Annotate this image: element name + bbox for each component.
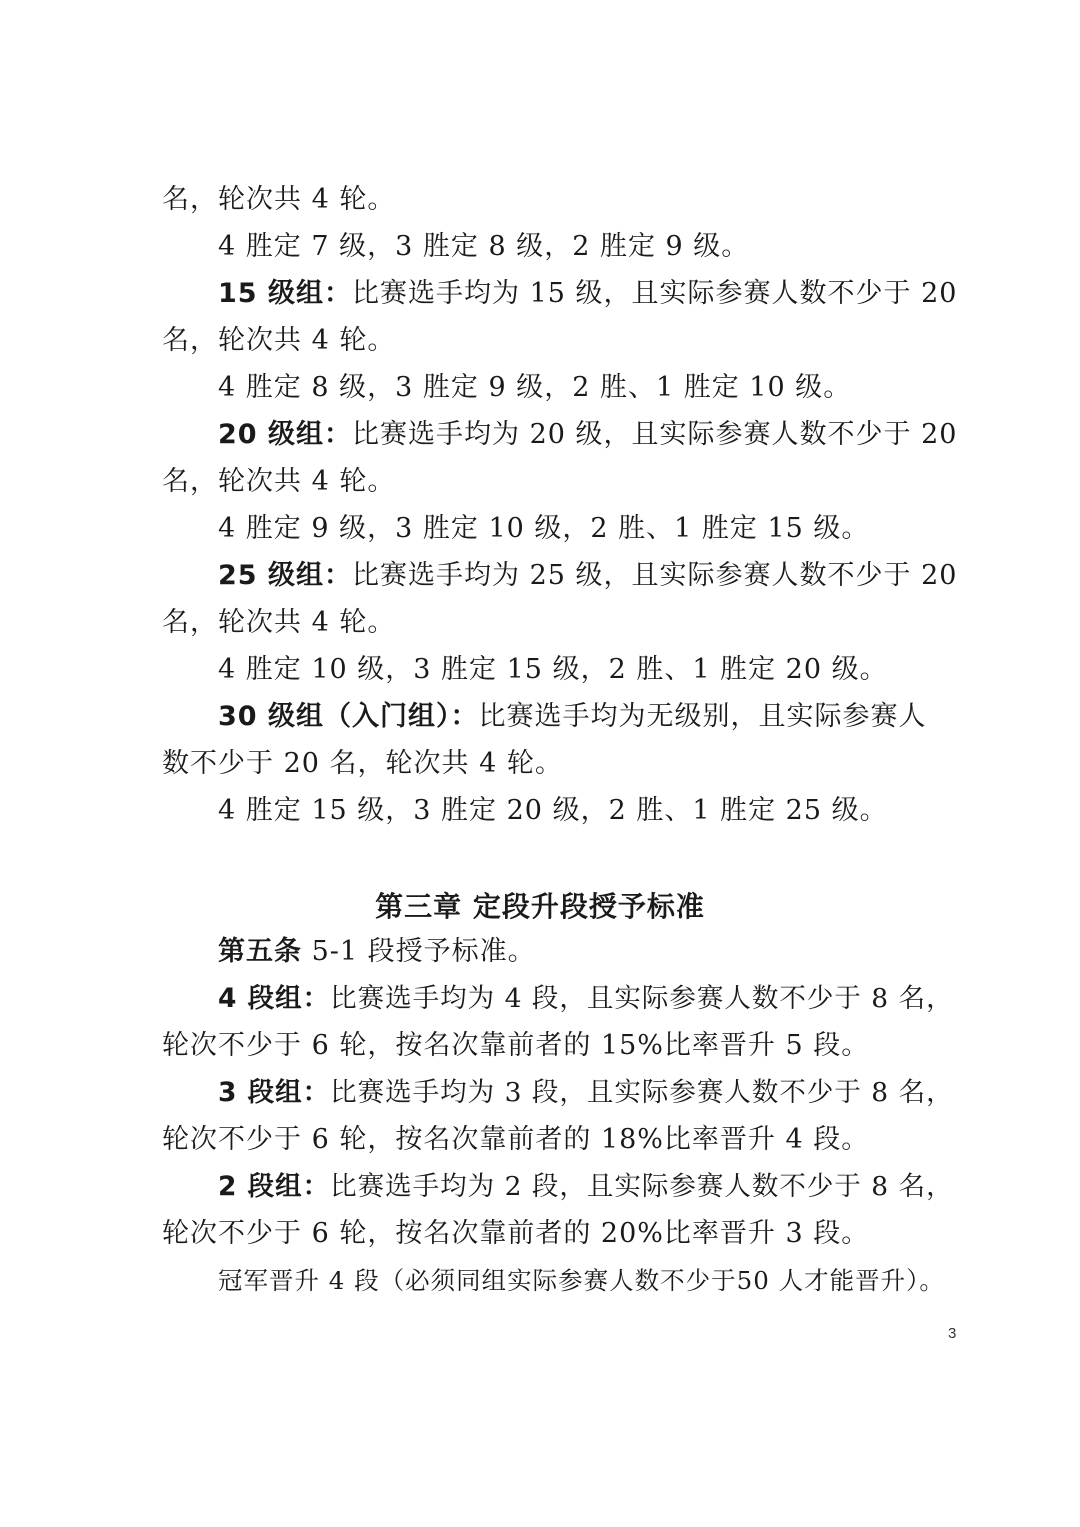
paragraph-25-level-group [218,556,957,596]
page-number: 3 [948,1325,957,1342]
group-label: 2 段组： [218,1171,331,1202]
paragraph-grade-rule: 4 胜定 10 级，3 胜定 15 级，2 胜、1 胜定 20 级。 [218,654,888,685]
group-label: 30 级组（入门组）： [218,701,479,732]
paragraph-20-level-group [218,415,957,455]
group-desc: 比赛选手均为 20 级，且实际参赛人数不少于 20 [351,419,958,450]
paragraph-grade-rule: 4 胜定 8 级，3 胜定 9 级，2 胜、1 胜定 10 级。 [218,372,852,403]
group-desc: 比赛选手均为 4 段，且实际参赛人数不少于 8 名， [330,983,954,1014]
article-label: 第五条 [218,936,302,967]
paragraph-grade-rule: 4 胜定 15 级，3 胜定 20 级，2 胜、1 胜定 25 级。 [218,795,888,826]
group-desc: 比赛选手均为 25 级，且实际参赛人数不少于 20 [351,560,958,591]
dan-group-3 [218,1073,954,1113]
paragraph-15-level-group [218,274,957,314]
dan-group-2-cont: 轮次不少于 6 轮，按名次靠前者的 20%比率晋升 3 段。 [162,1218,870,1249]
paragraph-30-level-group-cont: 数不少于 20 名，轮次共 4 轮。 [162,748,563,779]
group-desc: 比赛选手均为 15 级，且实际参赛人数不少于 20 [351,278,958,309]
paragraph-20-level-group-cont: 名，轮次共 4 轮。 [162,466,396,497]
chapter-heading: 第三章 定段升段授予标准 [375,890,705,923]
group-desc: 比赛选手均为 2 段，且实际参赛人数不少于 8 名， [330,1171,954,1202]
dan-group-4-cont: 轮次不少于 6 轮，按名次靠前者的 15%比率晋升 5 段。 [162,1030,870,1061]
paragraph-grade-rule: 4 胜定 7 级，3 胜定 8 级，2 胜定 9 级。 [218,231,750,262]
dan-group-3-cont: 轮次不少于 6 轮，按名次靠前者的 18%比率晋升 4 段。 [162,1124,870,1155]
paragraph-30-level-group [218,697,926,737]
group-label: 15 级组： [218,278,352,309]
paragraph-25-level-group-cont: 名，轮次共 4 轮。 [162,607,396,638]
group-label: 25 级组： [218,560,352,591]
group-label: 3 段组： [218,1077,331,1108]
group-desc: 比赛选手均为 3 段，且实际参赛人数不少于 8 名， [330,1077,954,1108]
paragraph-grade-rule: 4 胜定 9 级，3 胜定 10 级，2 胜、1 胜定 15 级。 [218,513,870,544]
dan-group-4 [218,979,954,1019]
dan-group-2 [218,1167,954,1207]
article-text: 5-1 段授予标准。 [302,936,536,967]
group-desc: 比赛选手均为无级别，且实际参赛人 [478,701,927,732]
group-label: 20 级组： [218,419,352,450]
champion-rule: 冠军晋升 4 段（必须同组实际参赛人数不少于50 人才能晋升）。 [218,1266,945,1295]
paragraph-15-level-group-cont: 名，轮次共 4 轮。 [162,325,396,356]
article-5 [218,932,536,972]
paragraph-continuation: 名，轮次共 4 轮。 [162,184,396,215]
group-label: 4 段组： [218,983,331,1014]
